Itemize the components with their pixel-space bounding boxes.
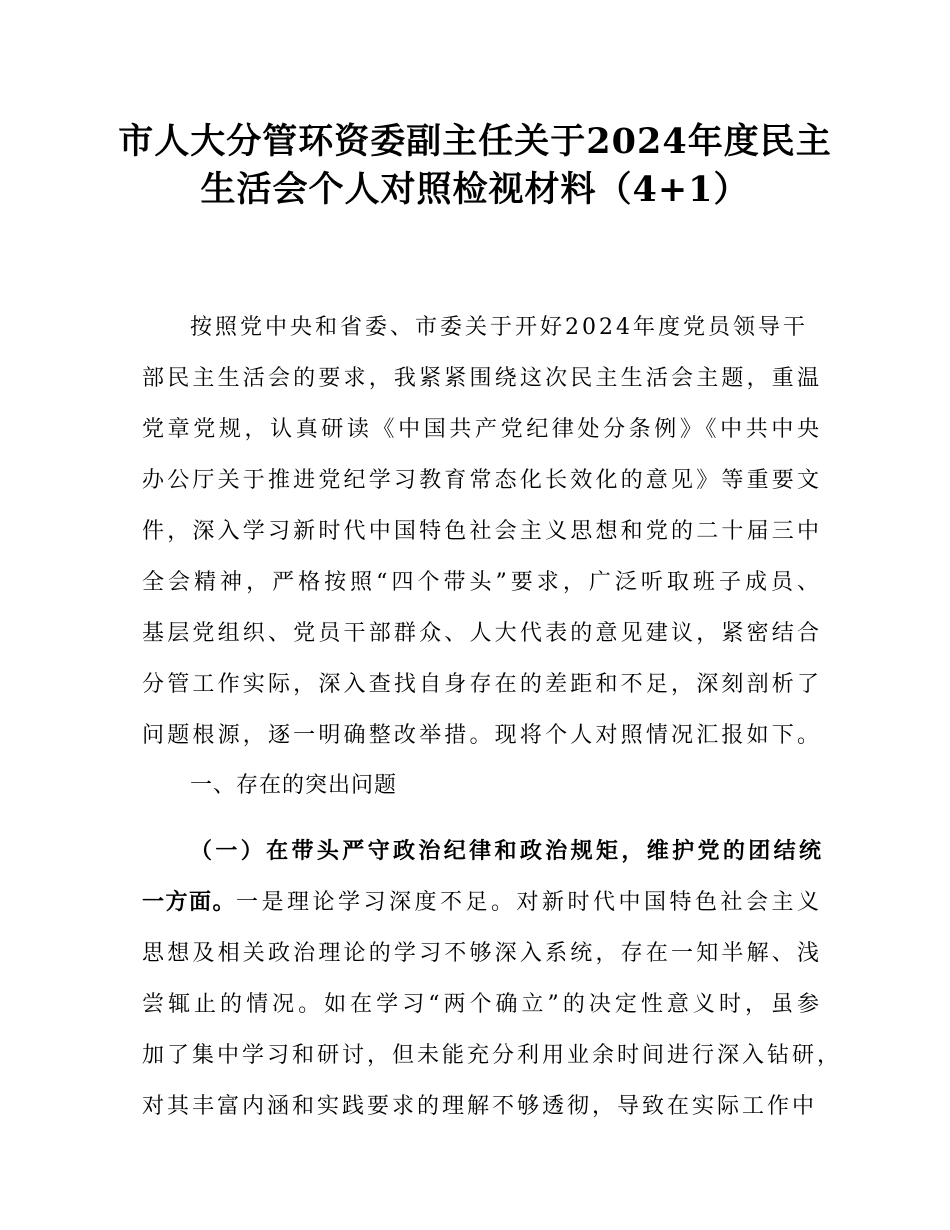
- subsection-1-paragraph: [142, 826, 843, 1132]
- intro-line-6: 全会精神，严格按照“四个带头”要求，广泛听取班子成员、: [142, 570, 822, 595]
- intro-line-7: 基层党组织、党员干部群众、人大代表的意见建议，紧密结合: [142, 621, 822, 646]
- intro-line-8: 分管工作实际，深入查找自身存在的差距和不足，深刻剖析了: [142, 672, 822, 697]
- subsection-1-line-6: 对其丰富内涵和实践要求的理解不够透彻，导致在实际工作中: [142, 1094, 818, 1119]
- subsection-1-heading-line-2: 一方面。: [142, 890, 236, 915]
- section-heading-1: 一、存在的突出问题: [190, 773, 398, 798]
- intro-line-9: 问题根源，逐一明确整改举措。现将个人对照情况汇报如下。: [142, 723, 822, 748]
- intro-line-4: 办公厅关于推进党纪学习教育常态化长效化的意见》等重要文: [142, 468, 822, 493]
- intro-paragraph: [142, 302, 822, 761]
- document-title-line-1: 市人大分管环资委副主任关于2024年度民主: [118, 121, 832, 162]
- subsection-1-line-2: [142, 877, 822, 928]
- subsection-1-line-2-text: 一是理论学习深度不足。对新时代中国特色社会主义: [236, 890, 822, 915]
- subsection-1-line-5: 加了集中学习和研讨，但未能充分利用业余时间进行深入钻研，: [142, 1043, 843, 1068]
- subsection-1-line-4: 尝辄止的情况。如在学习“两个确立”的决定性意义时，虽参: [142, 992, 822, 1017]
- subsection-1-line-3: 思想及相关政治理论的学习不够深入系统，存在一知半解、浅: [142, 941, 822, 966]
- intro-line-1: 按照党中央和省委、市委关于开好2024年度党员领导干: [190, 315, 808, 340]
- document-title-line-2: 生活会个人对照检视材料（4+1）: [200, 169, 750, 210]
- intro-line-2: 部民主生活会的要求，我紧紧围绕这次民主生活会主题，重温: [142, 366, 822, 391]
- subsection-1-heading-line-1: （一）在带头严守政治纪律和政治规矩，维护党的团结统: [190, 839, 822, 864]
- intro-line-5: 件，深入学习新时代中国特色社会主义思想和党的二十届三中: [142, 519, 822, 544]
- intro-line-3: 党章党规，认真研读《中国共产党纪律处分条例》《中共中央: [142, 417, 822, 442]
